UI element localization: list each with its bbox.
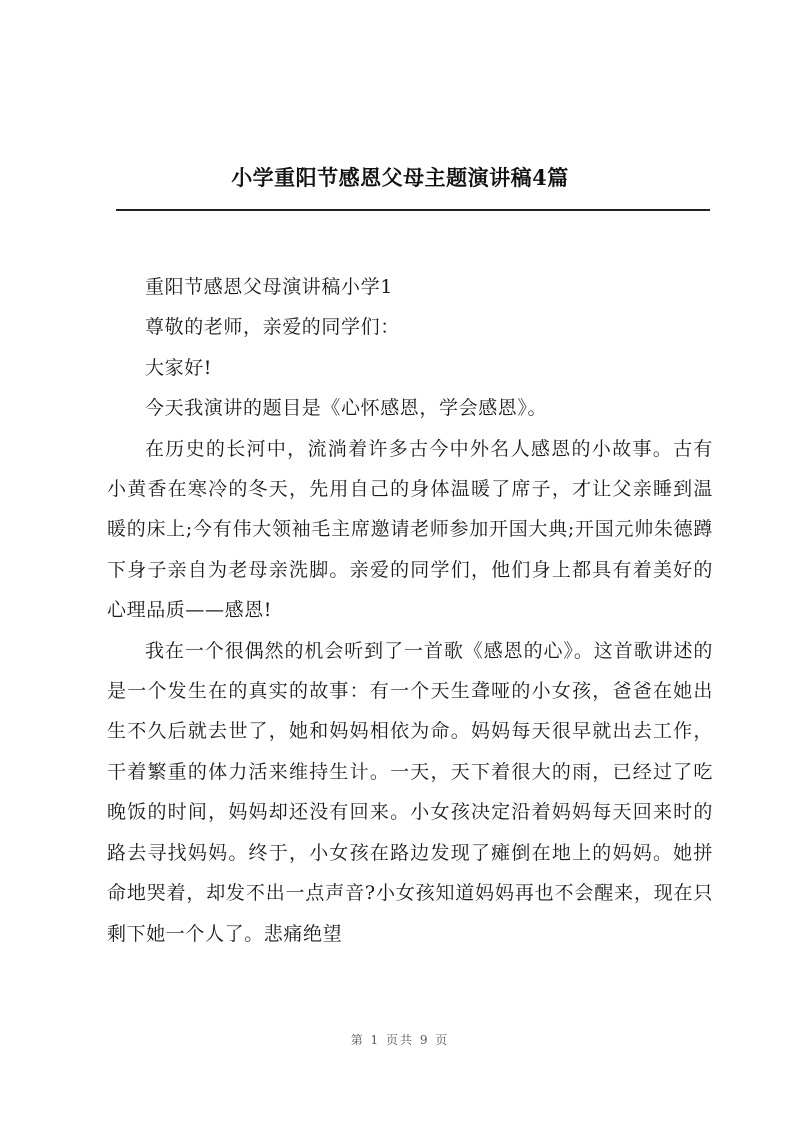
page-footer: 第 1 页共 9 页	[350, 1033, 450, 1047]
document-body	[107, 267, 713, 954]
paragraph-story: 我在一个很偶然的机会听到了一首歌《感恩的心》。这首歌讲述的是一个发生在的真实的故事：有一个天生聋哑的小女孩，爸爸在她出生不久后就去世了，她和妈妈相依为命。妈妈每天很早就出去工作，干着繁重的体力活来维持生计。一天，天下着很大的雨，已经过了吃晚饭的时间，妈妈却还没有回来。小女孩决定沿着妈妈每天回来时的路去寻找妈妈。终于，小女孩在路边发现了瘫倒在地上的妈妈。她拼命地哭着，却发不出一点声音?小女孩知道妈妈再也不会醒来，现在只剩下她一个人了。悲痛绝望	[107, 639, 713, 945]
paragraph-history: 在历史的长河中，流淌着许多古今中外名人感恩的小故事。古有小黄香在寒冷的冬天，先用自己的身体温暖了席子，才让父亲睡到温暖的床上;今有伟大领袖毛主席邀请老师参加开国大典;开国元帅朱德蹲下身子亲自为老母亲洗脚。亲爱的同学们，他们身上都具有着美好的心理品质——感恩!	[107, 437, 713, 622]
paragraph-greeting: 大家好!	[145, 356, 213, 379]
title-underline	[116, 209, 710, 211]
paragraph-salutation: 尊敬的老师，亲爱的同学们：	[145, 316, 400, 339]
document-title: 小学重阳节感恩父母主题演讲稿4篇	[231, 165, 569, 190]
paragraph-heading: 重阳节感恩父母演讲稿小学1	[145, 276, 393, 298]
paragraph-topic: 今天我演讲的题目是《心怀感恩，学会感恩》。	[145, 397, 548, 420]
